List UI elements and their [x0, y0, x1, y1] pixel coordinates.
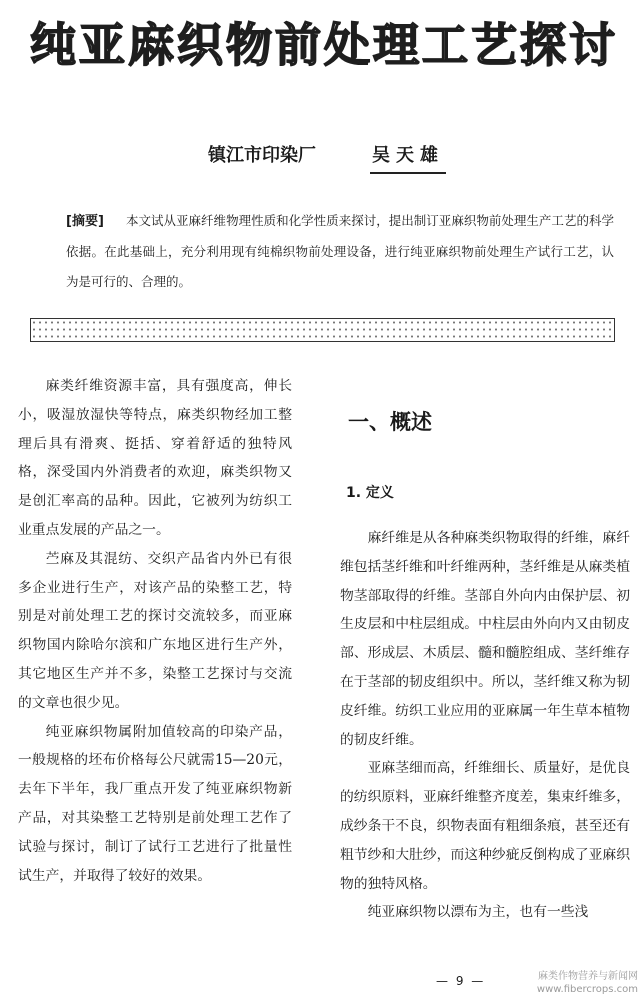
- section-heading: 一、概述: [348, 410, 432, 434]
- dotted-divider: [30, 318, 615, 342]
- site-watermark: [484, 970, 638, 996]
- left-column: [18, 372, 292, 890]
- author-organization: 镇江市印染厂: [208, 145, 316, 166]
- article-title: 纯亚麻织物前处理工艺探讨: [30, 18, 618, 72]
- body-paragraph: 苎麻及其混纺、交织产品省内外已有很多企业进行生产，对该产品的染整工艺，特别是对前处理工艺的探讨交流较多，而亚麻织物国内除哈尔滨和广东地区进行生产外，其它地区生产并不多，染整工艺探讨与交流的文章也很少见。: [18, 550, 292, 711]
- body-paragraph: 亚麻茎细而高，纤维细长、质量好，是优良的纺织原料，亚麻纤维整齐度差，集束纤维多，成纱条干不良，织物表面有粗细条痕，甚至还有粗节纱和大肚纱，而这种纱疵反倒构成了亚麻织物的独特风格。: [340, 760, 630, 892]
- watermark-line: www.fibercrops.com: [536, 984, 638, 995]
- page-number: — 9 —: [436, 974, 486, 988]
- body-paragraph: 麻类纤维资源丰富，具有强度高，伸长小，吸湿放湿快等特点，麻类织物经加工整理后具有滑爽、挺括、穿着舒适的独特风格，深受国内外消费者的欢迎，麻类织物又是创汇率高的品种。因此，它被列为纺织工业重点发展的产品之一。: [18, 378, 292, 538]
- abstract-block: [66, 206, 614, 297]
- watermark-line: 麻类作物营养与新闻网: [538, 971, 638, 982]
- body-paragraph: 纯亚麻织物以漂布为主，也有一些浅: [367, 904, 589, 921]
- abstract-tag: [摘要]: [66, 214, 104, 229]
- right-column: [340, 524, 630, 927]
- body-paragraph: 麻纤维是从各种麻类织物取得的纤维，麻纤维包括茎纤维和叶纤维两种，茎纤维是从麻类植物茎部取得的纤维。茎部自外向内由保护层、初生皮层和中柱层组成。中柱层由外向内又由韧皮部、形成层、木质层、髓和髓腔组成、茎纤维存在于茎部的韧皮组织中。所以，茎纤维又称为韧皮纤维。纺织工业应用的亚麻属一年生草本植物的韧皮纤维。: [340, 530, 630, 748]
- body-paragraph: 纯亚麻织物属附加值较高的印染产品，一般规格的坯布价格每公尺就需15—20元，去年下半年，我厂重点开发了纯亚麻织物新产品，对其染整工艺特别是前处理工艺作了试验与探讨，制订了试行工艺进行了批量性试生产，并取得了较好的效果。: [18, 723, 292, 884]
- subsection-heading: 1. 定义: [346, 485, 394, 501]
- abstract-text: 本文试从亚麻纤维物理性质和化学性质来探讨，提出制订亚麻织物前处理生产工艺的科学依据。在此基础上，充分利用现有纯棉织物前处理设备，进行纯亚麻织物前处理生产试行工艺，认为是可行的、合理的。: [66, 213, 614, 289]
- author-underline: [370, 172, 446, 174]
- author-name: 吴天雄: [372, 145, 444, 166]
